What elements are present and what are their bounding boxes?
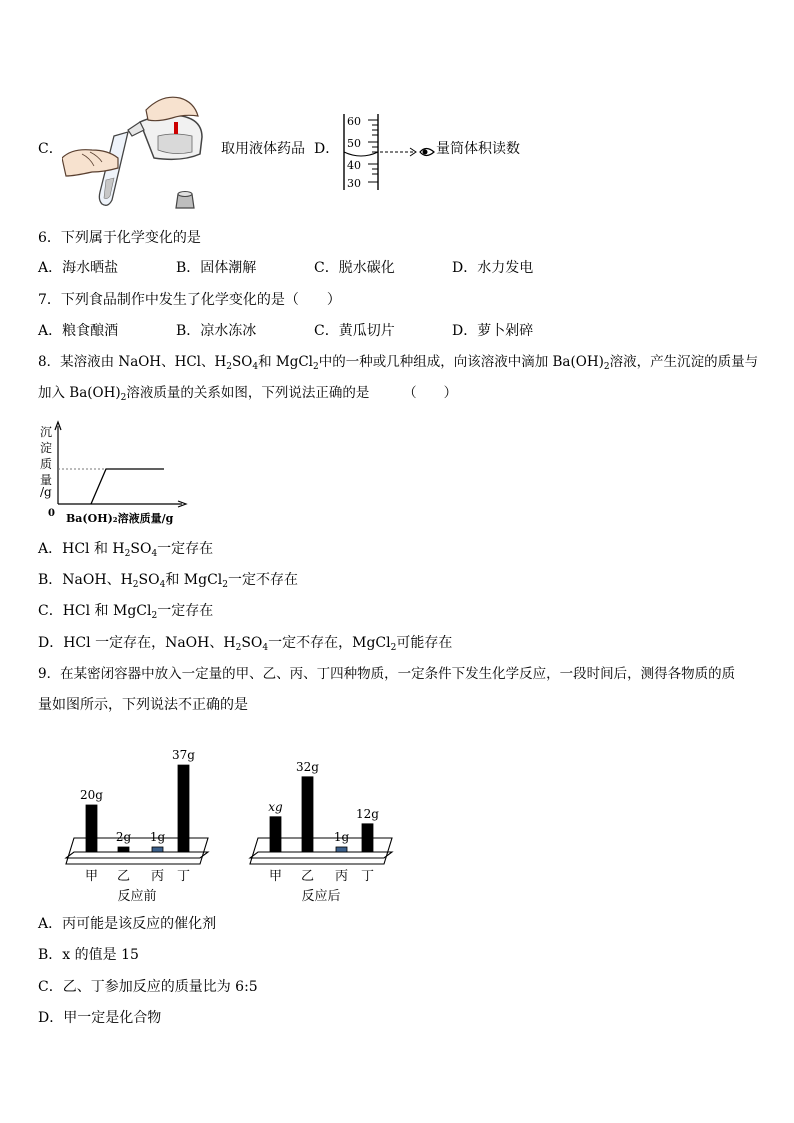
option-d-label: D． xyxy=(314,141,340,157)
question-7-stem: 7．下列食品制作中发生了化学变化的是（ ） xyxy=(38,292,341,308)
chart-platform xyxy=(66,852,208,858)
precipitate-curve xyxy=(91,469,164,504)
question-6-stem: 6．下列属于化学变化的是 xyxy=(38,230,201,246)
bar-after-0 xyxy=(270,817,281,852)
chart-before-reaction xyxy=(66,748,208,904)
bar-before-3 xyxy=(178,765,189,852)
option-d-caption: 量筒体积读数 xyxy=(436,141,520,157)
q7-option-b: B．凉水冻冰 xyxy=(176,323,257,339)
chart-title: 反应前 xyxy=(117,889,157,904)
graph-y-label-3: 质 xyxy=(40,457,53,471)
graph-y-label-1: 沉 xyxy=(40,425,53,439)
question-8-stem-line1: 8．某溶液由 NaOH、HCl、$H_2SO_4$和 MgCl$_2$中的一种或几种组成，向该溶液中滴加 $Ba(OH)_2$溶液，产生沉淀的质量与 xyxy=(38,354,759,372)
q7-option-d: D．萝卜剁碎 xyxy=(452,323,534,339)
category-label: 甲 xyxy=(84,869,99,884)
cylinder-tick-60: 60 xyxy=(347,115,361,128)
bar-after-3 xyxy=(362,824,373,852)
bar-after-1 xyxy=(302,777,313,852)
q6-option-b: B．固体潮解 xyxy=(176,260,257,276)
q9-option-c: C．乙、丁参加反应的质量比为 6:5 xyxy=(38,979,258,995)
q6-option-d: D．水力发电 xyxy=(452,260,534,276)
cylinder-tick-40: 40 xyxy=(347,159,361,172)
eye-icon xyxy=(420,149,434,156)
bar-value-label: 20g xyxy=(80,788,103,802)
bar-value-label: xg xyxy=(268,799,283,814)
bar-value-label: 37g xyxy=(172,748,195,763)
question-9-stem-line1: 9．在某密闭容器中放入一定量的甲、乙、丙、丁四种物质，一定条件下发生化学反应，一段时间后，测得各物质的质 xyxy=(38,666,736,682)
category-label: 丙 xyxy=(150,869,165,884)
bar-before-0 xyxy=(86,805,97,852)
q8-option-c: C．HCl 和 MgCl$_2$一定存在 xyxy=(38,603,214,621)
q7-option-a: A．粮食酿酒 xyxy=(38,323,119,339)
graduated-cylinder-illustration xyxy=(340,112,440,194)
q9-option-d: D．甲一定是化合物 xyxy=(38,1010,162,1026)
bar-value-label: 12g xyxy=(356,806,379,821)
cylinder-tick-50: 50 xyxy=(347,137,361,150)
category-label: 甲 xyxy=(268,869,283,884)
q8-option-d: D．HCl 一定存在，NaOH、$H_2SO_4$一定不存在，MgCl$_2$可能存在 xyxy=(38,635,453,653)
chart-title: 反应后 xyxy=(301,889,341,904)
q9-option-b: B．x 的值是 15 xyxy=(38,947,139,963)
graph-y-label-5: /g xyxy=(40,485,52,499)
category-label: 丁 xyxy=(176,869,191,884)
precipitate-mass-graph xyxy=(36,418,196,530)
bar-after-2 xyxy=(336,847,347,852)
pour-liquid-illustration xyxy=(62,92,212,212)
bar-value-label: 1g xyxy=(333,830,350,844)
cylinder-tick-30: 30 xyxy=(347,177,361,190)
mass-bar-charts xyxy=(60,730,400,905)
graph-y-label-4: 量 xyxy=(40,473,53,487)
option-c-label: C． xyxy=(38,141,63,157)
graph-origin: 0 xyxy=(48,508,55,519)
q8-option-b: B．NaOH、$H_2SO_4$和 MgCl$_2$一定不存在 xyxy=(38,572,298,590)
q6-option-a: A．海水晒盐 xyxy=(38,260,119,276)
graph-x-label: Ba(OH)₂溶液质量/g xyxy=(66,512,174,525)
chart-after-reaction xyxy=(250,760,392,904)
q7-option-c: C．黄瓜切片 xyxy=(314,323,395,339)
bar-value-label: 32g xyxy=(296,759,319,774)
question-9-stem-line2: 量如图所示，下列说法不正确的是 xyxy=(38,697,248,713)
option-c-caption: 取用液体药品 xyxy=(221,141,305,157)
q6-option-c: C．脱水碳化 xyxy=(314,260,395,276)
category-label: 乙 xyxy=(300,869,315,884)
bar-before-1 xyxy=(118,847,129,852)
category-label: 丁 xyxy=(360,869,375,884)
category-label: 乙 xyxy=(116,869,131,884)
chart-platform xyxy=(250,852,392,858)
q8-option-a: A．HCl 和 $H_2SO_4$一定存在 xyxy=(38,541,214,559)
graph-y-label-2: 淀 xyxy=(40,441,53,455)
category-label: 丙 xyxy=(334,869,349,884)
bar-value-label: 2g xyxy=(115,830,132,844)
bar-value-label: 1g xyxy=(149,830,166,844)
q9-option-a: A．丙可能是该反应的催化剂 xyxy=(38,916,217,932)
bar-before-2 xyxy=(152,847,163,852)
question-8-stem-line2: 加入 $Ba(OH)_2$溶液质量的关系如图，下列说法正确的是 （ ） xyxy=(38,385,458,403)
